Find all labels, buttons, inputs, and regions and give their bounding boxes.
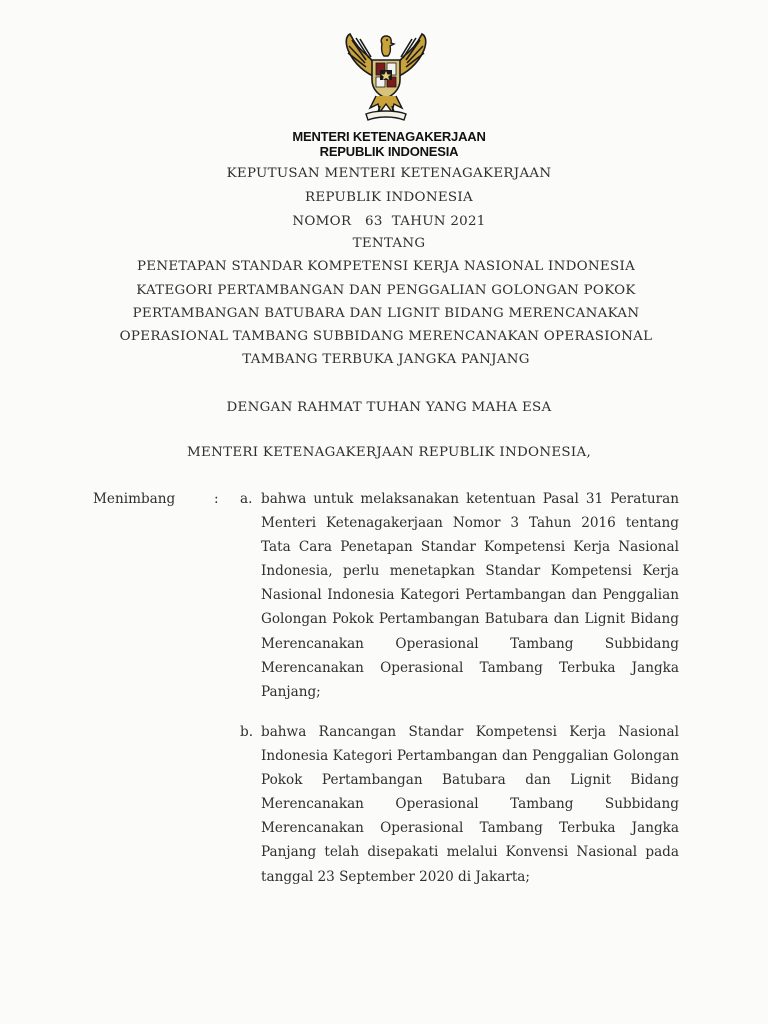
decree-about: TENTANG [352,236,426,251]
decree-title-line: PERTAMBANGAN BATUBARA DAN LIGNIT BIDANG MERENCANAKAN [132,306,640,321]
ministry-title: MENTERI KETENAGAKERJAAN [292,129,486,144]
decree-title-line: TAMBANG TERBUKA JANGKA PANJANG [242,352,530,367]
considering-colon: : [214,491,219,507]
decree-title-line: OPERASIONAL TAMBANG SUBBIDANG MERENCANAKAN OPERASIONAL [119,329,653,344]
decree-title-line: PENETAPAN STANDAR KOMPETENSI KERJA NASIONAL INDONESIA [136,259,636,274]
decree-heading: KEPUTUSAN MENTERI KETENAGAKERJAAN [226,166,552,181]
decree-country: REPUBLIK INDONESIA [305,190,473,205]
decree-number: NOMOR 63 TAHUN 2021 [292,214,486,229]
consideration-marker: a. [240,491,253,507]
consideration-marker: b. [240,724,254,740]
garuda-emblem-icon [336,30,436,124]
consideration-text: bahwa Rancangan Standar Kompetensi Kerja Nasional Indonesia Kategori Pertambangan dan Penggalian Golongan Pokok Pertambangan Batubara dan Lignit Bidang Merencanakan Operasional Tambang Subbidang Merencanakan Operasional Tambang Terbuka Jangka Panjang telah disepakati melalui Konvensi Nasional pada tanggal 23 September 2020 di Jakarta; [261,724,679,885]
consideration-text: bahwa untuk melaksanakan ketentuan Pasal 31 Peraturan Menteri Ketenagakerjaan Nomor 3 Tahun 2016 tentang Tata Cara Penetapan Standar Kompetensi Kerja Nasional Indonesia, perlu menetapkan Standar Kompetensi Kerja Nasional Indonesia Kategori Pertambangan dan Penggalian Golongan Pokok Pertambangan Batubara dan Lignit Bidang Merencanakan Operasional Tambang Subbidang Merencanakan Operasional Tambang Terbuka Jangka Panjang; [261,491,679,700]
invocation: DENGAN RAHMAT TUHAN YANG MAHA ESA [226,400,552,415]
authority-line: MENTERI KETENAGAKERJAAN REPUBLIK INDONESIA, [186,445,592,460]
ministry-country: REPUBLIK INDONESIA [319,144,459,159]
considering-label: Menimbang [93,491,176,507]
decree-title-line: KATEGORI PERTAMBANGAN DAN PENGGALIAN GOLONGAN POKOK [136,283,636,298]
